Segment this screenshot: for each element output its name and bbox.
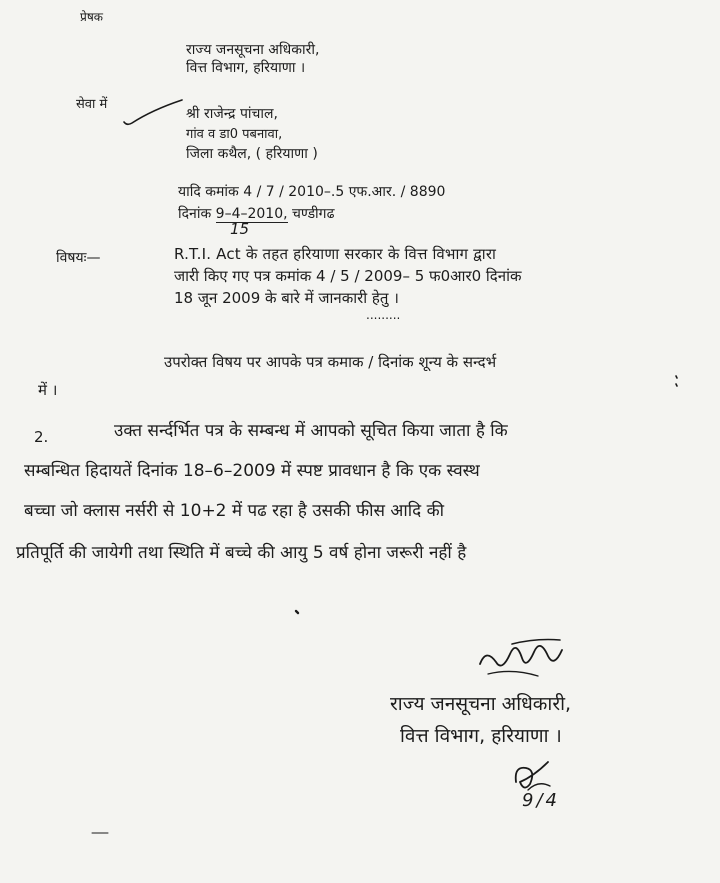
to-label: सेवा में bbox=[76, 97, 108, 112]
date-value: 9–4–2010, bbox=[215, 206, 288, 222]
from-label: प्रेषक bbox=[80, 10, 103, 24]
sender-line-1: राज्य जनसूचना अधिकारी, bbox=[186, 42, 320, 58]
memo-number: यादि कमांक 4 / 7 / 2010–.5 एफ.आर. / 8890 bbox=[178, 184, 446, 200]
para1-line-2: में । bbox=[38, 381, 58, 399]
para2-line-1: उक्त सर्न्दर्भित पत्र के सम्बन्ध में आपको सूचित किया जाता है कि bbox=[114, 421, 508, 441]
signature-line-2: वित्त विभाग, हरियाणा । bbox=[400, 725, 562, 747]
handwritten-note: 9/4 bbox=[522, 790, 560, 811]
sender-line-2: वित्त विभाग, हरियाणा । bbox=[186, 60, 306, 76]
recipient-line-1: श्री राजेन्द्र पांचाल, bbox=[186, 106, 278, 122]
para2-line-3: बच्चा जो क्लास नर्सरी से 10+2 में पढ रहा है उसकी फीस आदि की bbox=[24, 501, 445, 521]
date-handwritten: 15 bbox=[230, 220, 250, 238]
date-prefix: दिनांक bbox=[178, 206, 212, 222]
subject-line-2: जारी किए गए पत्र कमांक 4 / 5 / 2009– 5 फ0आर0 दिनांक bbox=[174, 267, 522, 285]
para2-line-2: सम्बन्धित हिदायतें दिनांक 18–6–2009 में स्पष्ट प्रावधान है कि एक स्वस्थ bbox=[24, 461, 480, 481]
subject-label: विषयः— bbox=[56, 250, 101, 266]
recipient-line-3: जिला कथैल, ( हरियाणा ) bbox=[186, 146, 318, 162]
subject-line-1: R.T.I. Act के तहत हरियाणा सरकार के वित्त विभाग द्वारा bbox=[174, 245, 497, 263]
date-place: चण्डीगढ bbox=[292, 206, 335, 222]
recipient-line-2: गांव व डा0 पबनावा, bbox=[186, 127, 283, 142]
subject-line-3: 18 जून 2009 के बारे में जानकारी हेतु । bbox=[174, 289, 399, 307]
signature-line-1: राज्य जनसूचना अधिकारी, bbox=[390, 693, 572, 715]
para2-number: 2. bbox=[34, 428, 49, 446]
para1-line-1: उपरोक्त विषय पर आपके पत्र कमाक / दिनांक शून्य के सन्दर्भ bbox=[164, 353, 497, 371]
separator-dots: ......... bbox=[366, 308, 401, 322]
para2-line-4: प्रतिपूर्ति की जायेगी तथा स्थिति में बच्चे की आयु 5 वर्ष होना जरूरी नहीं है bbox=[16, 543, 467, 563]
